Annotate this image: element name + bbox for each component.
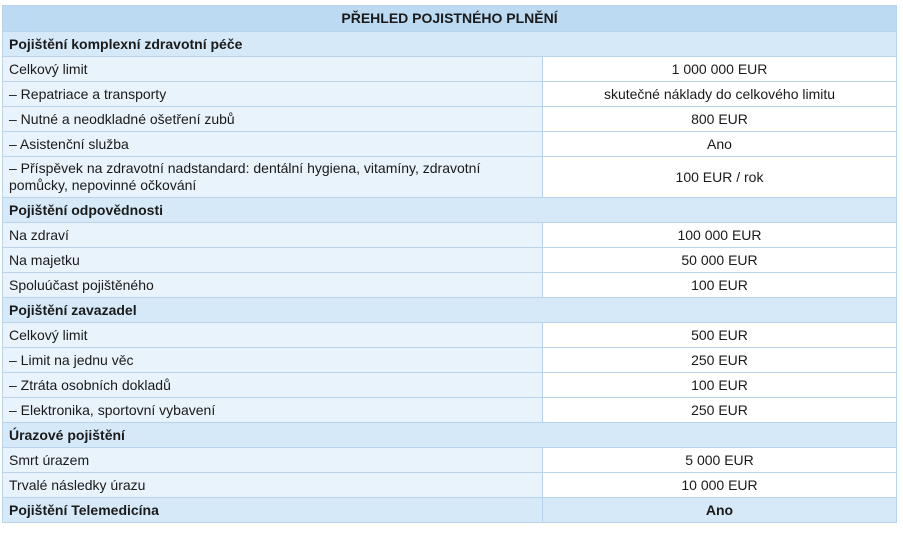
table-row	[3, 157, 897, 198]
row-value: 100 EUR	[543, 273, 897, 298]
row-label: Spoluúčast pojištěného	[3, 273, 543, 298]
row-value: 50 000 EUR	[543, 248, 897, 273]
row-value: 100 000 EUR	[543, 223, 897, 248]
row-label: – Asistenční služba	[3, 132, 543, 157]
table-title-row	[3, 6, 897, 32]
row-value: skutečné náklady do celkového limitu	[543, 82, 897, 107]
section-heading: Úrazové pojištění	[3, 423, 897, 448]
row-value: Ano	[543, 132, 897, 157]
table-row	[3, 273, 897, 298]
section-header-row	[3, 298, 897, 323]
row-label: – Elektronika, sportovní vybavení	[3, 398, 543, 423]
table-row	[3, 57, 897, 82]
row-label: – Limit na jednu věc	[3, 348, 543, 373]
benefits-table-container	[2, 5, 896, 523]
row-label: Celkový limit	[3, 323, 543, 348]
table-row	[3, 107, 897, 132]
table-title: PŘEHLED POJISTNÉHO PLNĚNÍ	[3, 6, 897, 32]
row-value: 500 EUR	[543, 323, 897, 348]
row-value: Ano	[543, 498, 897, 523]
section-header-row	[3, 498, 897, 523]
table-row	[3, 398, 897, 423]
section-header-row	[3, 32, 897, 57]
table-row	[3, 82, 897, 107]
row-value: 10 000 EUR	[543, 473, 897, 498]
table-row	[3, 348, 897, 373]
row-label: Smrt úrazem	[3, 448, 543, 473]
row-value: 5 000 EUR	[543, 448, 897, 473]
row-label: Trvalé následky úrazu	[3, 473, 543, 498]
section-heading: Pojištění Telemedicína	[3, 498, 543, 523]
row-label: – Nutné a neodkladné ošetření zubů	[3, 107, 543, 132]
table-row	[3, 448, 897, 473]
row-label: Na zdraví	[3, 223, 543, 248]
table-row	[3, 373, 897, 398]
section-heading: Pojištění komplexní zdravotní péče	[3, 32, 897, 57]
row-value: 250 EUR	[543, 398, 897, 423]
row-label: – Příspěvek na zdravotní nadstandard: dentální hygiena, vitamíny, zdravotní pomůcky, nepovinné očkování	[3, 157, 543, 198]
row-label: – Repatriace a transporty	[3, 82, 543, 107]
table-row	[3, 248, 897, 273]
table-row	[3, 473, 897, 498]
row-value: 1 000 000 EUR	[543, 57, 897, 82]
row-label: – Ztráta osobních dokladů	[3, 373, 543, 398]
table-row	[3, 323, 897, 348]
section-header-row	[3, 423, 897, 448]
row-value: 800 EUR	[543, 107, 897, 132]
section-heading: Pojištění zavazadel	[3, 298, 897, 323]
table-row	[3, 223, 897, 248]
row-label: Na majetku	[3, 248, 543, 273]
table-row	[3, 132, 897, 157]
row-value: 250 EUR	[543, 348, 897, 373]
row-value: 100 EUR	[543, 373, 897, 398]
row-value: 100 EUR / rok	[543, 157, 897, 198]
section-heading: Pojištění odpovědnosti	[3, 198, 897, 223]
benefits-overview-table	[2, 5, 897, 523]
section-header-row	[3, 198, 897, 223]
row-label: Celkový limit	[3, 57, 543, 82]
